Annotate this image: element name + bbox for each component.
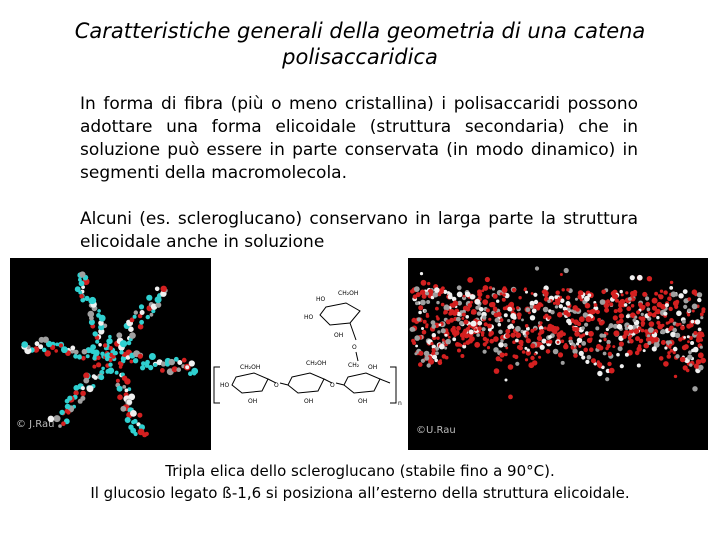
label-oh-top: OH: [334, 332, 344, 339]
left-molecular-model: [10, 258, 211, 450]
label-ch2-mid: CH₂: [348, 362, 360, 369]
label-oh-a: OH: [248, 398, 258, 405]
label-o2: O: [330, 382, 335, 389]
label-o1: O: [274, 382, 279, 389]
label-o-link: O: [352, 344, 357, 351]
label-ch2oh-a: CH₂OH: [240, 364, 261, 371]
label-ho2: HO: [304, 314, 314, 321]
label-oh-c: OH: [358, 398, 368, 405]
right-credit: ©U.Rau: [416, 425, 456, 436]
label-ho-left: HO: [220, 382, 230, 389]
triple-helix-side-view: [408, 258, 708, 450]
label-ch2oh-top: CH₂OH: [338, 290, 359, 297]
caption-line-2: Il glucosio legato ß-1,6 si posiziona all’esterno della struttura elicoidale.: [90, 484, 630, 502]
label-oh-d: OH: [368, 364, 378, 371]
right-molecular-model: [408, 258, 708, 450]
label-n: n: [398, 400, 402, 407]
slide-title: Caratteristiche generali della geometria di una catena polisaccaridica: [74, 19, 646, 69]
structure-formula: [208, 285, 406, 410]
paragraph-fiber-helix: In forma di fibra (più o meno cristallina) i polisaccaridi possono adottare una forma elicoidale (struttura secondaria) che in soluzione può essere in parte conservata (in modo dinamico) in segmenti della macromolecola.: [80, 94, 638, 183]
label-ho1: HO: [316, 296, 326, 303]
label-ch2oh-b: CH₂OH: [306, 360, 327, 367]
paragraph-scleroglucan: Alcuni (es. scleroglucano) conservano in larga parte la struttura elicoidale anche in soluzione: [80, 209, 638, 252]
caption-line-1: Tripla elica dello scleroglucano (stabile fino a 90°C).: [165, 462, 555, 480]
label-oh-b: OH: [304, 398, 314, 405]
left-credit: © J.Rau: [16, 419, 55, 430]
scleroglucan-repeat-unit: [208, 285, 406, 410]
